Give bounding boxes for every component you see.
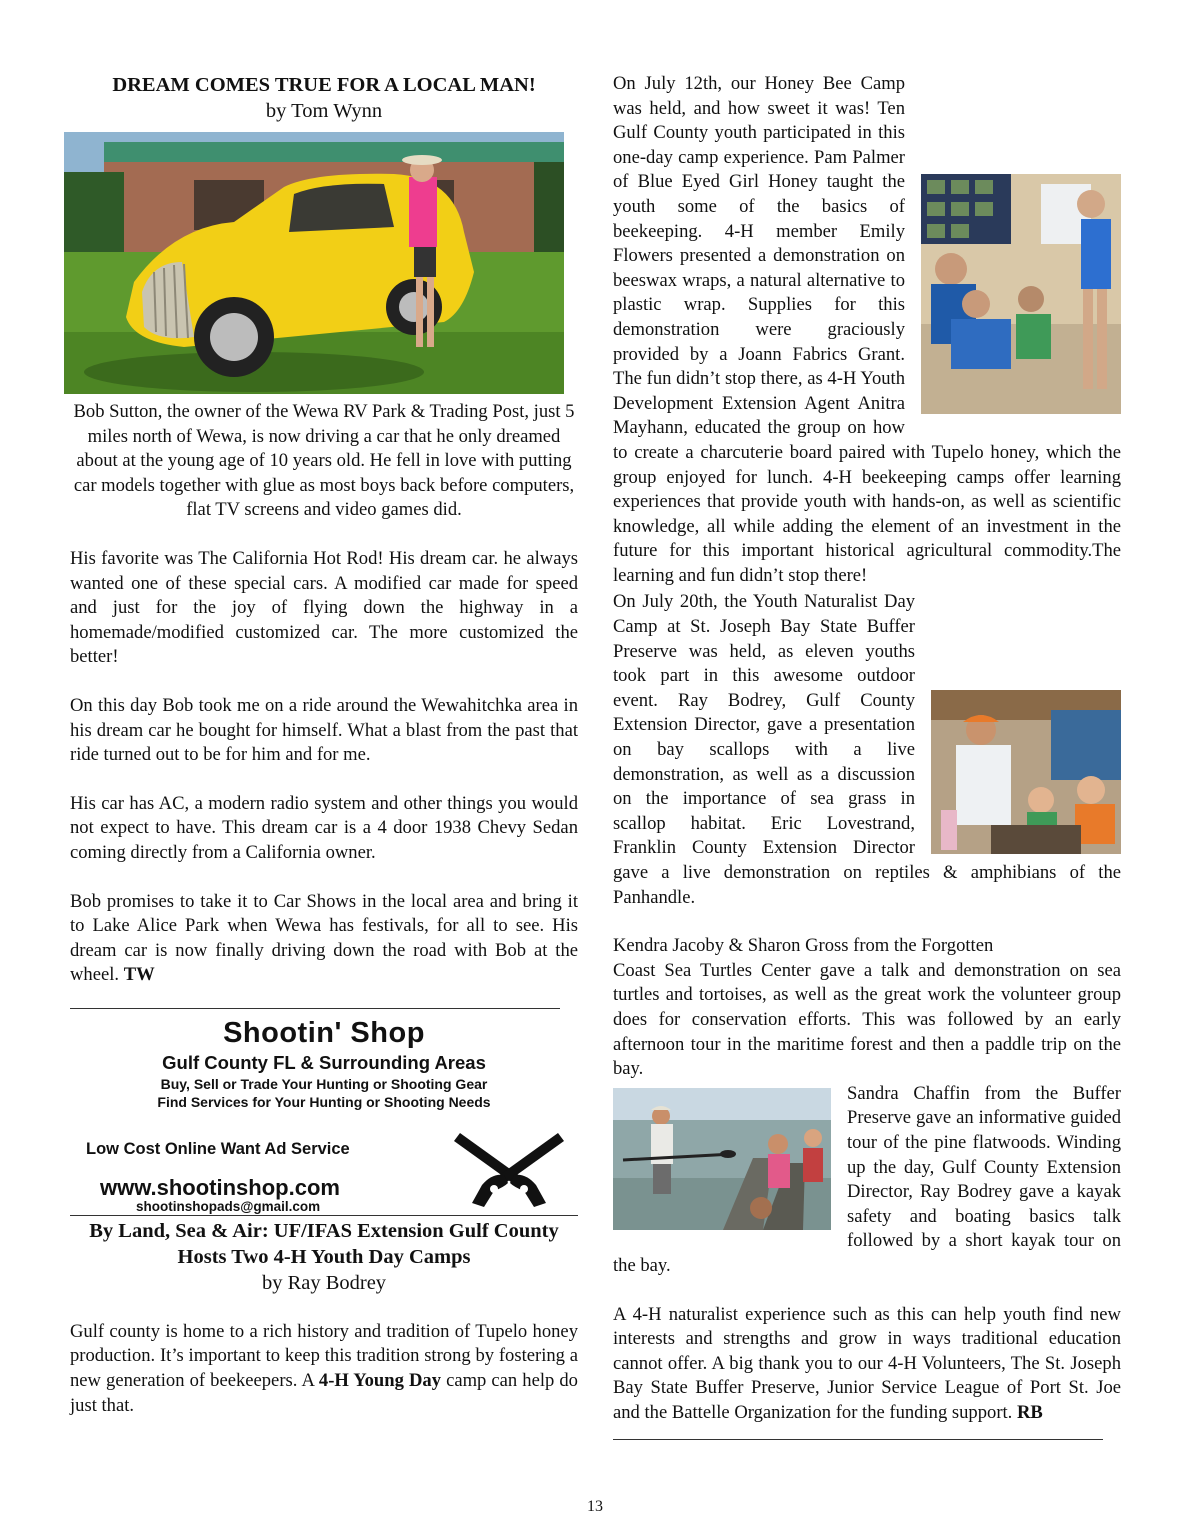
beeswax-demo-photo (921, 174, 1121, 414)
divider-end (613, 1439, 1103, 1440)
right-column (613, 72, 1121, 1440)
article2-byline: by Ray Bodrey (261, 1271, 387, 1294)
car-photo-illustration (64, 132, 564, 394)
kayak-photo (613, 1088, 831, 1230)
ad-want-line: Low Cost Online Want Ad Service (86, 1139, 350, 1158)
article2-paragraph-1-text-c: camp can help do just that. (70, 1370, 578, 1416)
article2-paragraph-1-bold: 4-H Young Day (318, 1370, 441, 1392)
article1-caption: Bob Sutton, the owner of the Wewa RV Park & Trading Post, just 5 miles north of Wewa, is now driving a car that he only dreamed about at the young age of 10 years old. He fell in love with putting car models together with glue as most boys back before computers, flat TV screens and video games did. (73, 401, 575, 521)
scallop-photo-illustration (931, 690, 1121, 854)
beeswax-photo-illustration (921, 174, 1121, 414)
ad-subtitle: Gulf County FL & Surrounding Areas (162, 1051, 486, 1073)
left-column (70, 72, 578, 1418)
divider-bottom (70, 1215, 578, 1216)
yellow-car-photo (64, 132, 564, 394)
article2-paragraph-2 (613, 72, 1121, 588)
article1-paragraph-4-text: Bob promises to take it to Car Shows in the local area and bring it to Lake Alice Park when Wewa has festivals, for all to see. His dream car is now finally driving down the road with Bob at the wheel. (70, 890, 578, 986)
article2-paragraph-4 (613, 934, 1121, 1082)
article2-paragraph-6-text: A 4-H naturalist experience such as this can help youth find new interests and strengths and grow in ways traditional education cannot offer. A big thank you to our 4-H Volunteers, The St. Joseph Bay State Buffer Preserve, Junior Service League of Port St. Joe and the Battelle Organization for the funding support. (613, 1303, 1121, 1423)
article2-paragraph-4-text-a: Kendra Jacoby & Sharon Gross from the Forgotten (613, 935, 994, 957)
article2-paragraph-1-text-a: Gulf county is home to a rich history and tradition of Tupelo honey production. It’s important to keep this tradition strong by fostering a new generation of beekeepers. A (70, 1320, 578, 1392)
divider-top (70, 1008, 560, 1009)
article2-headline: By Land, Sea & Air: UF/IFAS Extension Gulf County Hosts Two 4-H Youth Day Camps (89, 1219, 559, 1268)
article2-paragraph-3-text: On July 20th, the Youth Naturalist Day Camp at St. Joseph Bay State Buffer Preserve was held, as eleven youths took part in this awesome outdoor event. Ray Bodrey, Gulf County Extension Director, gave a presentation on bay scallops with a live demonstration, as well as a discussion on the importance of sea grass in scallop habitat. Eric Lovestrand, Franklin County Extension Director gave a live demonstration on reptiles & amphibians of the Panhandle. (613, 591, 1121, 908)
ad-line-1: Buy, Sell or Trade Your Hunting or Shooting Gear (160, 1075, 488, 1092)
page-number: 13 (587, 1498, 603, 1515)
shootin-shop-ad (70, 1017, 578, 1213)
article2-paragraph-2-text: On July 12th, our Honey Bee Camp was held, and how sweet it was! Ten Gulf County youth participated in this one-day camp experience. Pam Palmer of Blue Eyed Girl Honey taught the youth some of the basics of beekeeping. 4-H member Emily Flowers presented a demonstration on beeswax wraps, a natural alternative to plastic wrap. Supplies for this demonstration were graciously provided by a Joann Fabrics Grant. The fun didn’t stop there, as 4-H Youth Development Extension Agent Anitra Mayhann, educated the group on how to create a charcuterie board paired with Tupelo honey, which the group enjoyed for lunch. 4-H beekeeping camps offer learning experiences that provide youth with hands-on, as well as scientific knowledge, all while adding the element of an investment in the future for this important historical agricultural commodity.The learning and fun didn’t stop there! (613, 73, 1121, 586)
crossed-revolvers-icon (454, 1127, 564, 1209)
ad-line-2: Find Services for Your Hunting or Shooting Needs (157, 1093, 491, 1110)
article1-paragraph-1: His favorite was The California Hot Rod! His dream car. he always wanted one of these special cars. A modified car made for speed and just for the joy of flying down the highway in a homemade/modified customized car. The more customized the better! (70, 547, 578, 668)
kayak-photo-illustration (613, 1088, 831, 1230)
scallop-demo-photo (931, 690, 1121, 854)
article2-paragraph-4-text-b: Coast Sea Turtles Center gave a talk and demonstration on sea turtles and tortoises, as well as the great work the volunteer group does for conservation efforts. This was followed by an early afternoon tour in the maritime forest and then a paddle trip on the bay. (613, 959, 1121, 1080)
ad-website-link[interactable]: www.shootinshop.com (100, 1174, 340, 1200)
article2-paragraph-5 (613, 1082, 1121, 1279)
article1-paragraph-2: On this day Bob took me on a ride around the Wewahitchka area in his dream car he bought for himself. What a blast from the past that ride turned out to be for him and for me. (70, 694, 578, 766)
article2-signature: RB (1016, 1401, 1043, 1423)
article1-headline: DREAM COMES TRUE FOR A LOCAL MAN! (112, 74, 536, 96)
article2-paragraph-1 (70, 1320, 578, 1418)
article2-paragraph-6 (613, 1303, 1121, 1426)
article1-byline: by Tom Wynn (265, 100, 383, 122)
article2-paragraph-3 (613, 590, 1121, 910)
article1-signature: TW (123, 964, 155, 986)
article1-paragraph-4 (70, 890, 578, 988)
ad-email-link[interactable]: shootinshopads@gmail.com (136, 1198, 321, 1214)
ad-title: Shootin' Shop (223, 1016, 425, 1049)
article1-paragraph-3: His car has AC, a modern radio system and other things you would not expect to have. This dream car is a 4 door 1938 Chevy Sedan coming directly from a California owner. (70, 792, 578, 863)
article2-paragraph-5-text: Sandra Chaffin from the Buffer Preserve gave an informative guided tour of the pine flatwoods. Winding up the day, Gulf County Extension Director, Ray Bodrey gave a kayak safety and boating basics talk followed by a short kayak tour on the bay. (613, 1082, 1121, 1276)
